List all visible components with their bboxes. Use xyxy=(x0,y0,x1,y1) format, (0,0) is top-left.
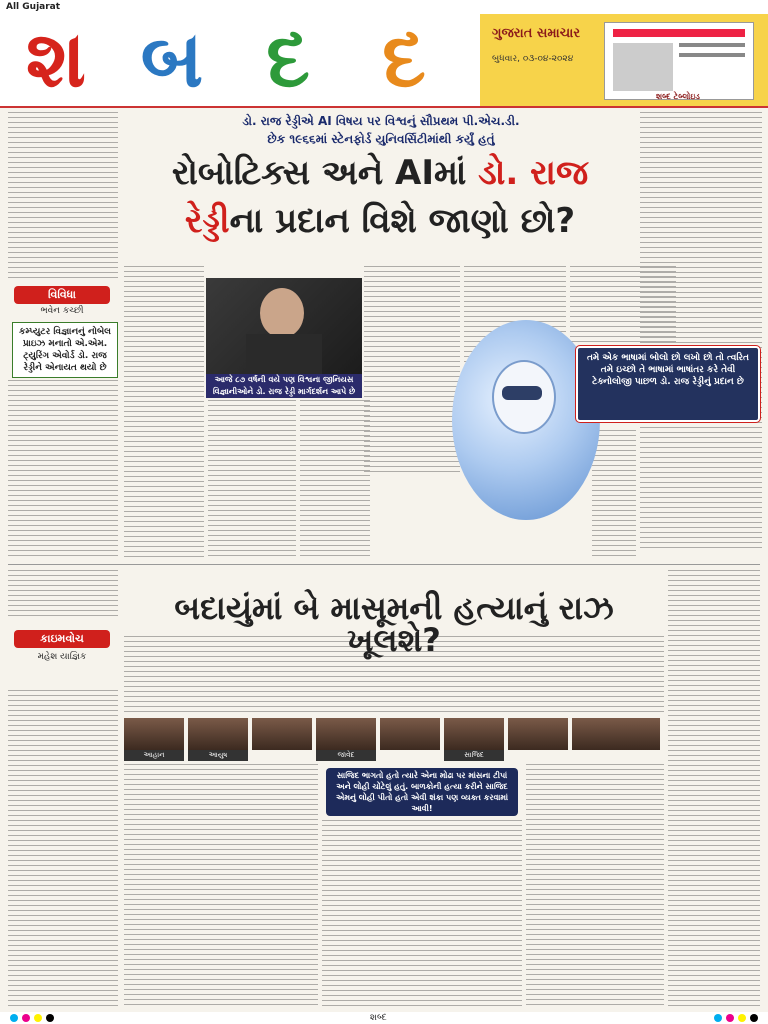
masthead-letter: બ xyxy=(140,15,204,105)
body-column xyxy=(526,764,664,1006)
footer-label: શબ્દ xyxy=(370,1013,387,1023)
second-headline: બદાયુંમાં બે માસૂમની હત્યાનું રાઝ ખૂલશે? xyxy=(174,589,614,659)
face-label: સાજિદ xyxy=(444,750,504,761)
pull-quote: સાજિદ ભાગતો હતો ત્યારે એના મોઢા પર માંસના ટીપાં અને લોહી ચોંટેલું હતું. બાળકોની હત્યા કરીને સાજિદ એમનું લોહી પીતો હતો એવી શંકા પણ વ્યક્ત કરવામાં આવી! xyxy=(326,768,518,816)
body-column xyxy=(300,400,370,560)
masthead xyxy=(0,14,768,108)
body-column xyxy=(124,266,204,560)
face-label: આયુષ xyxy=(188,750,248,761)
promo-panel[interactable] xyxy=(480,14,768,106)
body-column xyxy=(668,570,760,1006)
callout-box: તમે એક ભાષામાં બોલો છો લખો છો તો ત્વરિત તમે ઇચ્છો તે ભાષામાં ભાષાંતર કરે તેવી ટેક્નોલોજી પાછળ ડો. રાજ રેડ્ડીનું પ્રદાન છે xyxy=(576,346,760,422)
masthead-letter: દ xyxy=(382,15,426,105)
section-tag: વિવિધા xyxy=(14,286,110,304)
body-column xyxy=(208,400,296,560)
section-divider xyxy=(8,564,760,565)
author-name: મહેશ યાજ્ઞિક xyxy=(37,652,87,662)
face-label: જાવેદ xyxy=(316,750,376,761)
corner-label: All Gujarat xyxy=(0,0,768,14)
sidebar-note: કમ્પ્યુટર વિજ્ઞાનનું નોબેલ પ્રાઇઝ મનાતો એ.એમ. ટ્યુરિંગ એવોર્ડ ડો. રાજ રેડ્ડીને એનાયત થયો છે xyxy=(12,322,118,378)
promo-thumbnail xyxy=(604,22,754,100)
section-tag: કાઇમવોચ xyxy=(14,630,110,648)
masthead-letter: દ xyxy=(266,15,310,105)
body-column xyxy=(640,112,762,552)
body-column xyxy=(592,430,636,560)
faces-strip xyxy=(124,718,664,762)
promo-tag: શબ્દ ટેબ્લોઇડ xyxy=(656,92,700,101)
body-column xyxy=(364,266,460,476)
lead-headline-line1: રોબોટિક્સ અને AIમાં ડો. રાજ xyxy=(171,153,589,193)
lead-headline-line2: રેડ્ડીના પ્રદાન વિશે જાણો છો? xyxy=(184,201,576,241)
body-column xyxy=(322,820,522,1006)
masthead-letter: શ xyxy=(25,15,87,105)
body-column xyxy=(124,764,318,1006)
photo-caption: આજે ૮૭ વર્ષની વયે પણ વિશ્વના જીનિયસ વિજ્ઞાનીઓને ડો. રાજ રેડ્ડી માર્ગદર્શન આપે છે xyxy=(206,374,362,398)
body-column xyxy=(8,112,118,280)
face-label: આહાન xyxy=(124,750,184,761)
body-column xyxy=(8,570,118,620)
body-column xyxy=(8,690,118,1006)
portrait-photo xyxy=(206,278,362,374)
promo-name: ગુજરાત સમાચાર xyxy=(492,26,581,41)
author-name: ભવેન કચ્છી xyxy=(40,306,84,316)
lead-kicker-line2: છેક ૧૯૬૬માં સ્ટેનફોર્ડ યુનિવર્સિટીમાંથી કર્યું હતું xyxy=(267,132,495,146)
promo-date: બુધવાર, ૦૩-૦૪-૨૦૨૪ xyxy=(492,54,574,64)
footer-strip xyxy=(0,1012,768,1024)
body-column xyxy=(8,380,118,560)
lead-kicker-line1: ડો. રાજ રેડ્ડીએ AI વિષય પર વિશ્વનું સૌપ્રથમ પી.એચ.ડી. xyxy=(242,114,520,128)
